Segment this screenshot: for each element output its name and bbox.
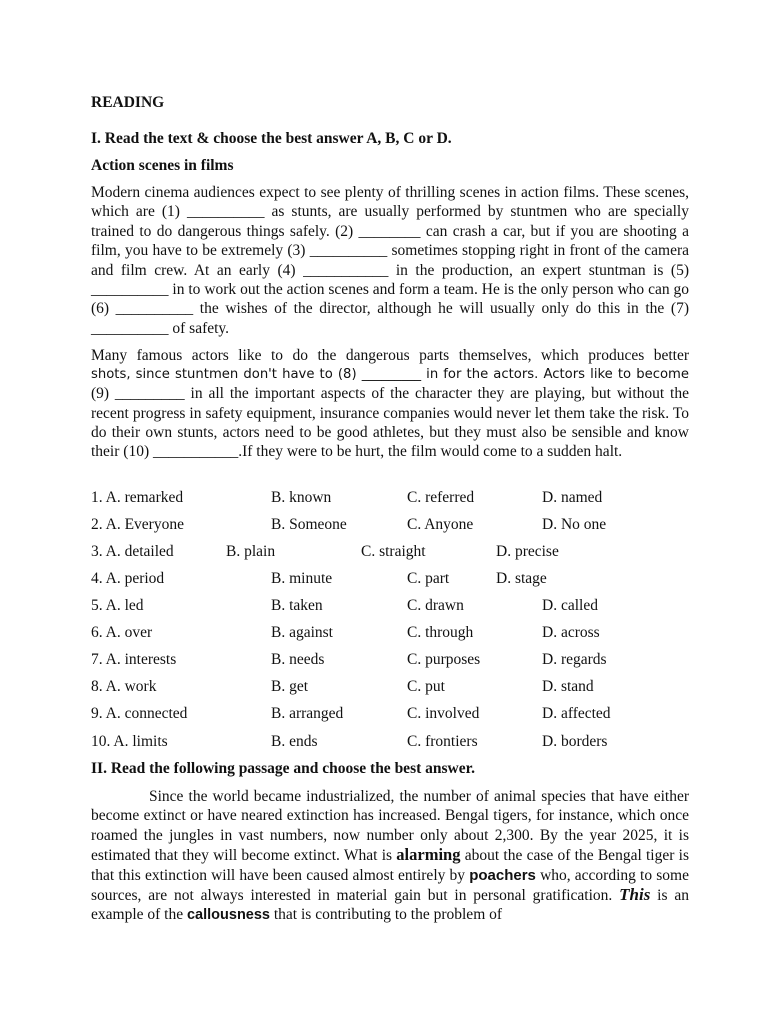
answer-option-c: C. frontiers bbox=[407, 733, 478, 750]
answer-option-d: D. regards bbox=[542, 651, 607, 668]
answer-option-b: B. against bbox=[271, 624, 333, 641]
question-row bbox=[91, 733, 689, 753]
section2-text-start: Since the world became industrialized, the number of animal species that have either become extinct or have neared extinction has increased. Bengal tigers, for instance, which once roamed the jungles in vast numbers, now number only about 2,300. By the year 2025, it is estimated that they will become extinct. What is bbox=[91, 788, 689, 865]
question-row bbox=[91, 570, 689, 590]
answer-option-c: C. drawn bbox=[407, 597, 464, 614]
answer-option-c: C. put bbox=[407, 678, 445, 695]
word-this: This bbox=[619, 885, 651, 905]
answer-option-c: C. involved bbox=[407, 705, 480, 722]
answer-option-b: B. ends bbox=[271, 733, 318, 750]
answer-option-a: 2. A. Everyone bbox=[91, 516, 184, 533]
question-row bbox=[91, 678, 689, 698]
answer-option-d: D. precise bbox=[496, 543, 559, 560]
answer-option-b: B. get bbox=[271, 678, 309, 695]
answer-option-a: 10. A. limits bbox=[91, 733, 168, 750]
section1-instruction: I. Read the text & choose the best answer A, B, C or D. bbox=[91, 130, 452, 147]
paragraph-2-line-1: Many famous actors like to do the dangerous parts themselves, which produces better bbox=[91, 347, 689, 364]
answer-option-d: D. stand bbox=[542, 678, 594, 695]
section2-text-mid-3: is an example of the bbox=[91, 887, 690, 924]
question-row bbox=[91, 597, 689, 617]
passage-title: Action scenes in films bbox=[91, 157, 234, 174]
answer-option-a: 5. A. led bbox=[91, 597, 144, 614]
paragraph-2-rest: (9) _________ in all the important aspects of the character they are playing, but without the recent progress in safety equipment, insurance companies would never let them take the risk. To do their own stunts, actors need to be good athletes, but they must also be sensible and know their (10) ___________.If they were to be hurt, the film would come to a sudden halt. bbox=[91, 385, 689, 461]
answer-option-b: B. taken bbox=[271, 597, 323, 614]
answer-option-d: D. No one bbox=[542, 516, 607, 533]
answer-option-b: B. Someone bbox=[271, 516, 347, 533]
word-alarming: alarming bbox=[396, 845, 461, 865]
answer-option-d: D. across bbox=[542, 624, 600, 641]
passage-paragraph-2 bbox=[91, 346, 689, 461]
answer-option-d: D. borders bbox=[542, 733, 608, 750]
answer-option-a: 6. A. over bbox=[91, 624, 153, 641]
answer-option-d: D. called bbox=[542, 597, 598, 614]
answer-option-b: B. known bbox=[271, 489, 332, 506]
answer-option-d: D. affected bbox=[542, 705, 611, 722]
word-callousness: callousness bbox=[186, 907, 270, 924]
section2-instruction: II. Read the following passage and choose the best answer. bbox=[91, 760, 475, 777]
passage-paragraph-1: Modern cinema audiences expect to see plenty of thrilling scenes in action films. These scenes, which are (1) __________ as stunts, are usually performed by stuntmen who are specially trained to do dangerous things safely. (2) ________ can crash a car, but if you are shooting a film, you have to be extremely (3) __________ sometimes stopping right in front of the camera and film crew. At an early (4) ___________ in the production, an expert stuntman is (5) __________ in to work out the action scenes and form a team. He is the only person who can go (6) __________ the wishes of the director, although he will usually only do this in the (7) __________ of safety. bbox=[91, 184, 689, 337]
reading-title: READING bbox=[91, 94, 165, 111]
paragraph-2-line-2: shots, since stuntmen don't have to (8) _________ in for the actors. Actors like to become bbox=[91, 367, 689, 383]
answer-option-a: 4. A. period bbox=[91, 570, 165, 587]
question-row bbox=[91, 516, 689, 536]
answer-option-a: 9. A. connected bbox=[91, 705, 188, 722]
answer-option-b: B. arranged bbox=[271, 705, 344, 722]
question-row bbox=[91, 543, 689, 563]
answer-option-c: C. part bbox=[407, 570, 450, 587]
answer-option-b: B. plain bbox=[226, 543, 276, 560]
answer-option-c: C. Anyone bbox=[407, 516, 474, 533]
answer-option-d: D. named bbox=[542, 489, 603, 506]
question-row bbox=[91, 489, 689, 509]
answer-option-c: C. purposes bbox=[407, 651, 481, 668]
section2-text-end: that is contributing to the problem of bbox=[270, 906, 503, 924]
answer-option-a: 8. A. work bbox=[91, 678, 157, 695]
question-row bbox=[91, 624, 689, 644]
answer-option-c: C. through bbox=[407, 624, 474, 641]
section2-text-mid-1: about the case of the Bengal tiger is that this extinction will have been caused almost entirely by bbox=[91, 847, 689, 884]
section2-text-mid-2: who, according to some sources, are not always interested in material gain but in personal gratification. bbox=[91, 866, 689, 905]
answer-option-c: C. referred bbox=[407, 489, 475, 506]
answer-option-a: 3. A. detailed bbox=[91, 543, 174, 560]
answer-option-b: B. minute bbox=[271, 570, 333, 587]
answer-option-a: 7. A. interests bbox=[91, 651, 177, 668]
answer-option-b: B. needs bbox=[271, 651, 325, 668]
passage-section-2 bbox=[91, 787, 689, 926]
answer-option-a: 1. A. remarked bbox=[91, 489, 184, 506]
answer-option-d: D. stage bbox=[496, 570, 547, 587]
question-row bbox=[91, 651, 689, 671]
answer-option-c: C. straight bbox=[361, 543, 426, 560]
question-row bbox=[91, 705, 689, 725]
word-poachers: poachers bbox=[469, 866, 536, 884]
